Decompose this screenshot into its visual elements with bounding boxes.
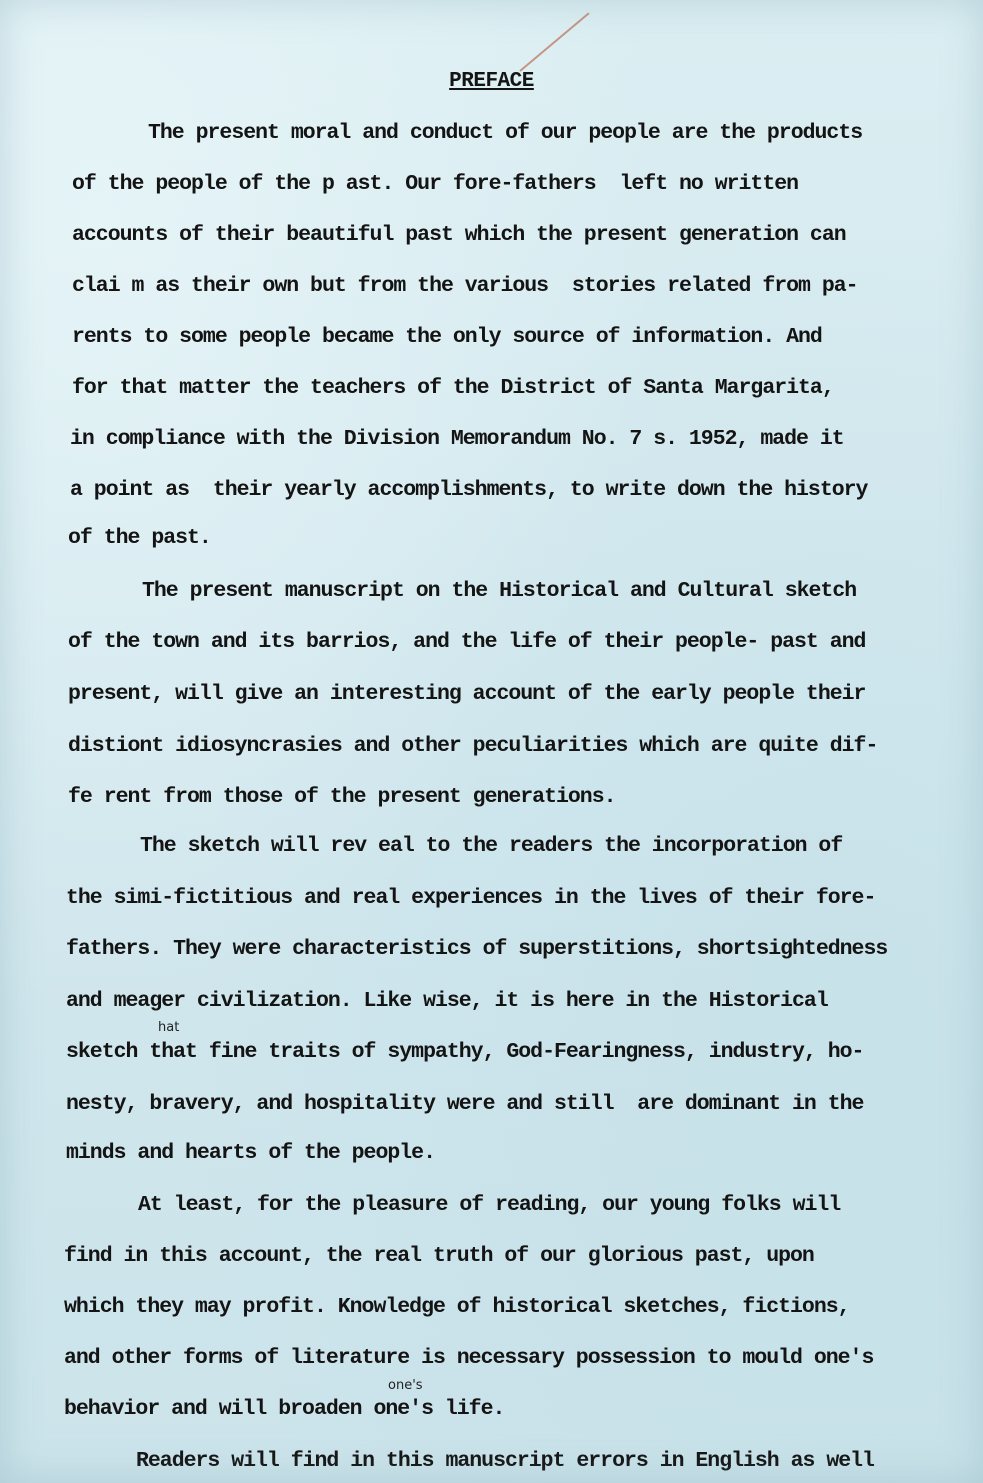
text-line: of the past. <box>68 526 211 550</box>
handwritten-correction: one's <box>388 1378 423 1393</box>
text-line: fathers. They were characteristics of superstitions, shortsightedness <box>66 937 888 961</box>
text-line: rents to some people became the only source of information. And <box>72 325 822 349</box>
text-line: behavior and will broaden one's life. <box>64 1397 505 1421</box>
text-line: nesty, bravery, and hospitality were and still are dominant in the <box>66 1092 864 1116</box>
text-line: Readers will find in this manuscript errors in English as well <box>136 1449 874 1473</box>
text-line: accounts of their beautiful past which the present generation can <box>72 223 846 247</box>
text-line: and other forms of literature is necessary possession to mould one's <box>64 1346 874 1370</box>
text-line: which they may profit. Knowledge of historical sketches, fictions, <box>64 1295 850 1319</box>
text-line: in compliance with the Division Memorandum No. 7 s. 1952, made it <box>70 427 844 451</box>
text-line: of the people of the p ast. Our fore-fathers left no written <box>72 172 799 196</box>
text-line: distiont idiosyncrasies and other peculiarities which are quite dif- <box>68 734 878 758</box>
text-line: present, will give an interesting account of the early people their <box>68 682 866 706</box>
text-line: The sketch will rev eal to the readers the incorporation of <box>140 834 843 858</box>
text-line: minds and hearts of the people. <box>66 1141 435 1165</box>
text-line: The present manuscript on the Historical and Cultural sketch <box>142 579 857 603</box>
page-title: PREFACE <box>449 70 534 93</box>
text-line: At least, for the pleasure of reading, our young folks will <box>138 1193 841 1217</box>
text-line: the simi-fictitious and real experiences in the lives of their fore- <box>66 886 876 910</box>
handwritten-correction: hat <box>158 1020 180 1035</box>
pen-stroke <box>519 12 589 71</box>
text-line: find in this account, the real truth of our glorious past, upon <box>64 1244 814 1268</box>
text-line: clai m as their own but from the various stories related from pa- <box>72 274 858 298</box>
text-line: fe rent from those of the present generations. <box>68 785 616 809</box>
text-line: a point as their yearly accomplishments, to write down the history <box>70 478 868 502</box>
text-line: of the town and its barrios, and the life of their people- past and <box>68 630 866 654</box>
text-line: for that matter the teachers of the District of Santa Margarita, <box>72 376 834 400</box>
text-line: and meager civilization. Like wise, it is here in the Historical <box>66 989 828 1013</box>
text-line: The present moral and conduct of our people are the products <box>148 121 863 145</box>
text-line: sketch that fine traits of sympathy, God-Fearingness, industry, ho- <box>66 1040 864 1064</box>
